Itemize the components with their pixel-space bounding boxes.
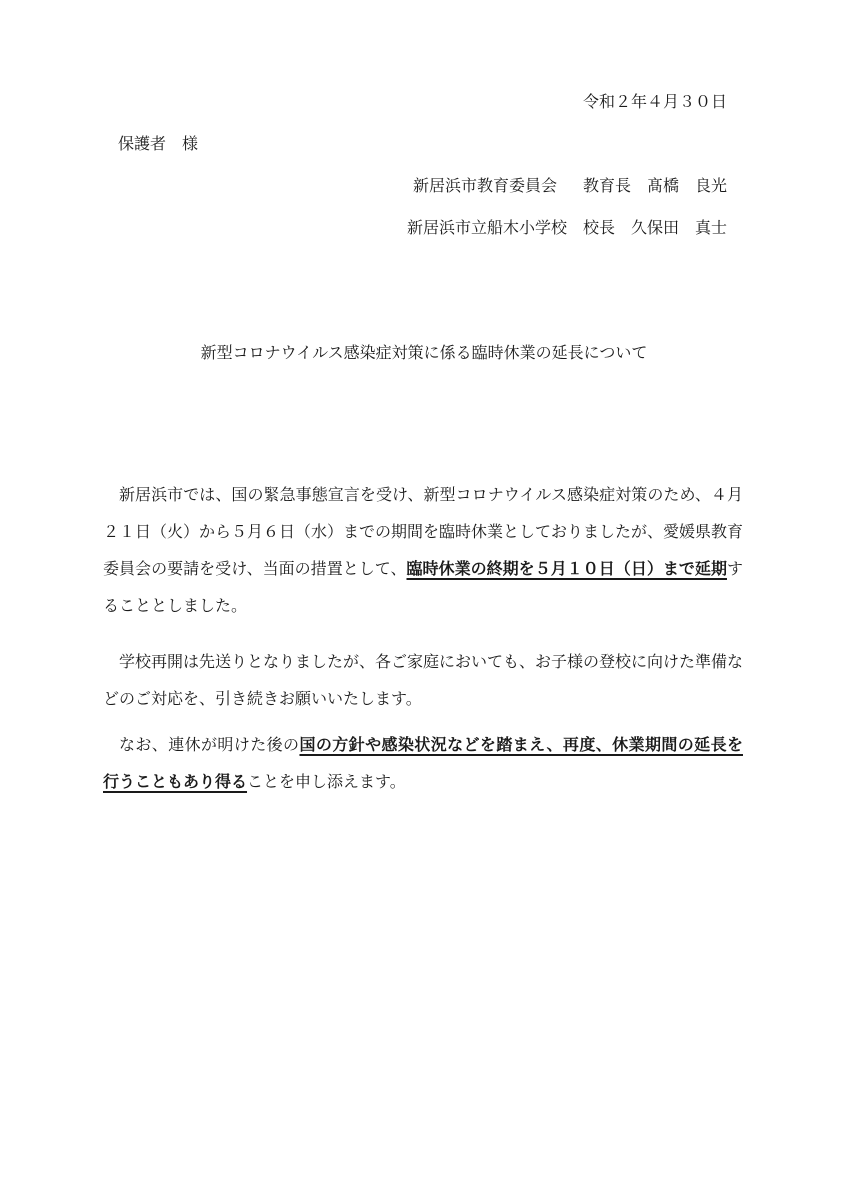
sender-board-of-education: [413, 176, 727, 196]
body-paragraph-closure-extension: [103, 476, 743, 624]
notice-title: 新型コロナウイルス感染症対策に係る臨時休業の延長について: [200, 343, 648, 362]
paragraph-text: 新居浜市では、国の緊急事態宣言を受け、新型コロナウイルス感染症対策のため、４月２１日（火）から５月６日（水）までの期間を臨時休業としておりましたが、愛媛県教育委員会の要請を受け、当面の措置として、: [103, 485, 744, 578]
paragraph-text: なお、連休が明けた後の: [119, 735, 300, 754]
recipient: 保護者 様: [118, 134, 199, 153]
sender-organization: 新居浜市立船木小学校: [406, 218, 567, 237]
emphasized-text: 国の方針や感染状況などを踏まえ、再度、休業期間の延長を行うこともあり得る: [103, 735, 743, 791]
body-paragraph-possible-extension: [103, 726, 743, 800]
paragraph-text: ことを申し添えます。: [247, 772, 406, 791]
sender-school: [407, 218, 727, 238]
sender-name: 髙橋 良光: [646, 176, 727, 195]
paragraph-text: することとしました。: [103, 559, 743, 615]
sender-name: 久保田 真士: [630, 218, 727, 237]
issue-date: 令和２年４月３０日: [582, 92, 727, 111]
body-paragraph-reopening: [103, 643, 743, 717]
sender-title: 校長: [582, 218, 615, 237]
sender-title: 教育長: [582, 176, 631, 195]
paragraph-text: 学校再開は先送りとなりましたが、各ご家庭においても、お子様の登校に向けた準備などのご対応を、引き続きお願いいたします。: [103, 652, 744, 708]
sender-organization: 新居浜市教育委員会: [412, 176, 557, 195]
emphasized-text: 臨時休業の終期を５月１０日（日）まで延期: [406, 559, 727, 578]
